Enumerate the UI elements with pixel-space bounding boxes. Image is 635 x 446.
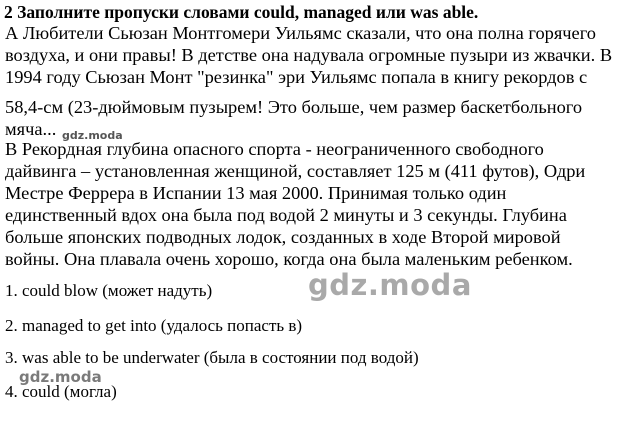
paragraph-a-line: 58,4-см (23-дюймовым пузырем! Это больше, чем размер баскетбольного	[5, 97, 583, 117]
paragraph-b-line: дайвинга – установленная женщиной, составляет 125 м (411 футов), Одри	[5, 161, 586, 181]
answer-item: 4. could (могла)	[5, 382, 117, 401]
answer-item: 1. could blow (может надуть)	[5, 281, 213, 300]
watermark-large: gdz.moda	[308, 268, 472, 302]
paragraph-b-line: больше японских подводных лодок, созданных в ходе Второй мировой	[5, 227, 561, 247]
paragraph-a-line: 1994 году Сьюзан Монт "резинка" эри Уильямс попала в книгу рекордов с	[5, 67, 588, 87]
paragraph-a-line: мяча...	[5, 119, 57, 139]
paragraph-b-line: единственный вдох она была под водой 2 минуты и 3 секунды. Глубина	[5, 205, 567, 225]
paragraph-b-line: войны. Она плавала очень хорошо, когда она была маленьким ребенком.	[5, 249, 573, 269]
paragraph-a-line: А Любители Сьюзан Монтгомери Уильямс сказали, что она полна горячего	[5, 23, 596, 43]
paragraph-b-line: Местре Феррера в Испании 13 мая 2000. Принимая только один	[5, 183, 507, 203]
watermark-small-top: gdz.moda	[62, 129, 123, 142]
watermark-small-bottom: gdz.moda	[19, 368, 102, 386]
answer-item: 3. was able to be underwater (была в состоянии под водой)	[5, 348, 419, 367]
exercise-title: 2 Заполните пропуски словами could, managed или was able.	[4, 2, 479, 22]
paragraph-b-line: В Рекордная глубина опасного спорта - неограниченного свободного	[5, 139, 544, 159]
answer-item: 2. managed to get into (удалось попасть в)	[5, 316, 303, 335]
paragraph-a-line: воздуха, и они правы! В детстве она надувала огромные пузыри из жвачки. В	[5, 45, 613, 65]
